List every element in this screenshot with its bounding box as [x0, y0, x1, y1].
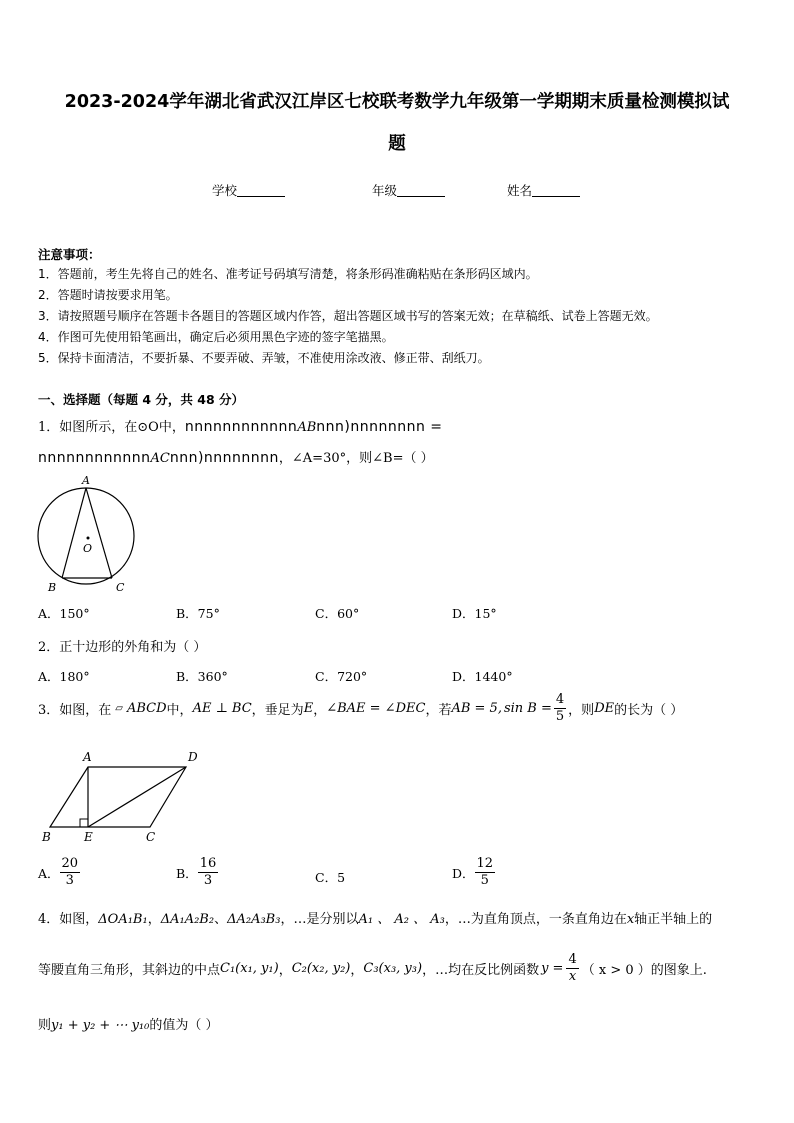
q1-garbled-text: nnnnnnnnnnnn — [38, 450, 151, 466]
question-4-line1 — [38, 908, 712, 927]
note-item: 4．作图可先使用铅笔画出，确定后必须用黑色字迹的签字笔描黑。 — [38, 330, 394, 344]
q4-condition: （ x > 0 ） — [581, 963, 651, 978]
q2-option-a[interactable]: A．180° — [38, 669, 90, 684]
label-c: C — [116, 581, 125, 594]
option-label: B． — [176, 865, 198, 881]
q1-circle-figure — [34, 470, 144, 600]
q1-tail: ，∠A=30°，则∠B=（ ） — [278, 451, 434, 466]
option-label: A． — [38, 865, 60, 881]
q3-text: 中， — [166, 703, 193, 718]
q3-text: ， — [313, 703, 327, 718]
q1-garbled-text: nnn)nnnnnnnn = — [316, 419, 443, 435]
fraction-numerator: 4 — [555, 692, 565, 707]
q3-text: 的长为（ ） — [614, 703, 684, 718]
q4-text: ，…是分别以 — [280, 912, 359, 927]
q4-points: A₁ 、 A₂ 、 A₃ — [358, 912, 445, 927]
q4-c2: C₂(x₂, y₂) — [291, 961, 351, 976]
q4-text: 则 — [38, 1018, 52, 1033]
label-b: B — [42, 830, 51, 844]
q3-text: 3．如图，在 — [38, 703, 112, 718]
fraction-denominator: 5 — [555, 709, 565, 724]
q4-text: 轴正半轴上的 — [634, 912, 713, 927]
q4-text: 等腰直角三角形，其斜边的中点 — [38, 963, 221, 978]
question-3 — [38, 692, 683, 725]
option-label: C． — [315, 870, 338, 885]
q4-tri2: ΔA₁A₂B₂ — [160, 912, 215, 927]
q3-fraction — [554, 692, 566, 725]
q1-option-c[interactable]: C．60° — [315, 606, 360, 621]
name-field[interactable] — [507, 181, 580, 199]
option-value: 5 — [337, 869, 346, 885]
q3-option-d[interactable] — [452, 856, 495, 889]
option-fraction — [60, 856, 81, 889]
q3-text: ，若 — [425, 703, 452, 718]
label-d: D — [188, 750, 198, 764]
q3-option-c[interactable] — [315, 868, 345, 886]
notes-heading: 注意事项： — [38, 247, 101, 262]
segment-de — [88, 767, 186, 827]
section-heading: 一、选择题（每题 4 分，共 48 分） — [38, 392, 245, 407]
q4-tri3: ΔA₂A₃B₃ — [227, 912, 281, 927]
school-label: 学校 — [212, 183, 238, 198]
chord-ab — [62, 488, 86, 578]
label-a: A — [82, 474, 90, 487]
q4-tri1: ΔOA₁B₁ — [98, 912, 148, 927]
q3-option-b[interactable] — [176, 856, 218, 889]
q1-option-a[interactable]: A．150° — [38, 606, 90, 621]
question-1-line1 — [38, 416, 443, 435]
page-title-continued: 题 — [388, 134, 406, 154]
q3-ae-perp-bc: AE ⊥ BC — [192, 701, 252, 716]
q4-fraction — [566, 952, 578, 985]
q1-option-d[interactable]: D．15° — [452, 606, 497, 621]
q3-option-a[interactable] — [38, 856, 80, 889]
q1-arc-ac: AC — [150, 451, 170, 466]
q4-text: 的值为（ ） — [149, 1018, 219, 1033]
school-blank[interactable] — [237, 183, 285, 197]
q4-x: x — [626, 912, 635, 927]
right-angle-mark — [80, 819, 88, 827]
q2-option-b[interactable]: B．360° — [176, 669, 228, 684]
q1-option-b[interactable]: B．75° — [176, 606, 220, 621]
q4-text: 、 — [214, 912, 228, 927]
q4-c3: C₃(x₃, y₃) — [363, 961, 423, 976]
parallelogram-abcd — [50, 767, 186, 827]
q1-garbled-text: nnn)nnnnnnnn — [169, 450, 279, 466]
question-4-line3 — [38, 1014, 218, 1033]
q4-text: ， — [278, 963, 292, 978]
label-e: E — [84, 830, 93, 844]
q4-text: ， — [350, 963, 364, 978]
option-label: D． — [452, 865, 475, 881]
label-c: C — [146, 830, 156, 844]
q3-text: ，垂足为 — [251, 703, 304, 718]
option-fraction — [475, 856, 496, 889]
q4-sum: y₁ + y₂ + ⋯ y₁₀ — [51, 1018, 150, 1033]
q4-text: 4．如图， — [38, 912, 99, 927]
school-field[interactable] — [212, 181, 285, 199]
question-1-line2 — [38, 447, 434, 466]
q2-option-c[interactable]: C．720° — [315, 669, 368, 684]
name-label: 姓名 — [507, 183, 533, 198]
q1-prefix: 1．如图所示，在⊙O中， — [38, 420, 185, 435]
q4-text: ，…为直角顶点，一条直角边在 — [444, 912, 627, 927]
label-a: A — [83, 750, 92, 764]
q2-option-d[interactable]: D．1440° — [452, 669, 513, 684]
q4-text: ， — [147, 912, 161, 927]
fraction-denominator: 3 — [203, 873, 213, 888]
q3-angles: ∠BAE = ∠DEC — [326, 701, 426, 716]
chord-ac — [86, 488, 112, 578]
parallelogram-icon: ▱ — [115, 703, 123, 714]
q3-sinb: sin B = — [503, 701, 552, 716]
fraction-numerator: 4 — [568, 952, 577, 967]
q3-abcd: ABCD — [126, 701, 167, 716]
grade-label: 年级 — [372, 183, 398, 198]
q3-de: DE — [594, 701, 615, 716]
note-item: 2．答题时请按要求用笔。 — [38, 288, 178, 302]
grade-field[interactable] — [372, 181, 445, 199]
q4-text: 的图象上. — [650, 963, 707, 978]
option-fraction — [198, 856, 219, 889]
q3-parallelogram-figure — [38, 745, 208, 845]
q3-e: E — [303, 701, 314, 716]
circle-o — [38, 488, 134, 584]
q1-arc-ab: AB — [297, 420, 317, 435]
center-point — [87, 537, 90, 540]
fraction-numerator: 16 — [199, 856, 217, 871]
page-title: 2023-2024学年湖北省武汉江岸区七校联考数学九年级第一学期期末质量检测模拟试 — [64, 92, 730, 112]
q3-ab: AB = 5, — [451, 701, 502, 716]
q4-c1: C₁(x₁, y₁) — [220, 961, 279, 976]
name-blank[interactable] — [532, 183, 580, 197]
fraction-denominator: 3 — [65, 873, 74, 888]
q4-text: ，…均在反比例函数 — [422, 963, 540, 978]
grade-blank[interactable] — [397, 183, 445, 197]
fraction-denominator: x — [568, 969, 577, 984]
fraction-numerator: 20 — [61, 856, 79, 871]
note-item: 1．答题前，考生先将自己的姓名、准考证号码填写清楚，将条形码准确粘贴在条形码区域内。 — [38, 267, 538, 281]
note-item: 3．请按照题号顺序在答题卡各题目的答题区域内作答，超出答题区域书写的答案无效；在草稿纸、试卷上答题无效。 — [38, 309, 658, 323]
q1-garbled-text: nnnnnnnnnnnn — [184, 419, 298, 435]
question-4-line2 — [38, 952, 707, 985]
q3-text: ，则 — [568, 703, 595, 718]
label-b: B — [48, 581, 57, 594]
fraction-numerator: 12 — [476, 856, 494, 871]
question-2: 2．正十边形的外角和为（ ） — [38, 640, 207, 655]
fraction-denominator: 5 — [480, 873, 489, 888]
label-o: O — [83, 542, 93, 555]
q4-y-eq: y = — [541, 961, 564, 976]
note-item: 5．保持卡面清洁，不要折暴、不要弄破、弄皱，不准使用涂改液、修正带、刮纸刀。 — [38, 351, 490, 365]
